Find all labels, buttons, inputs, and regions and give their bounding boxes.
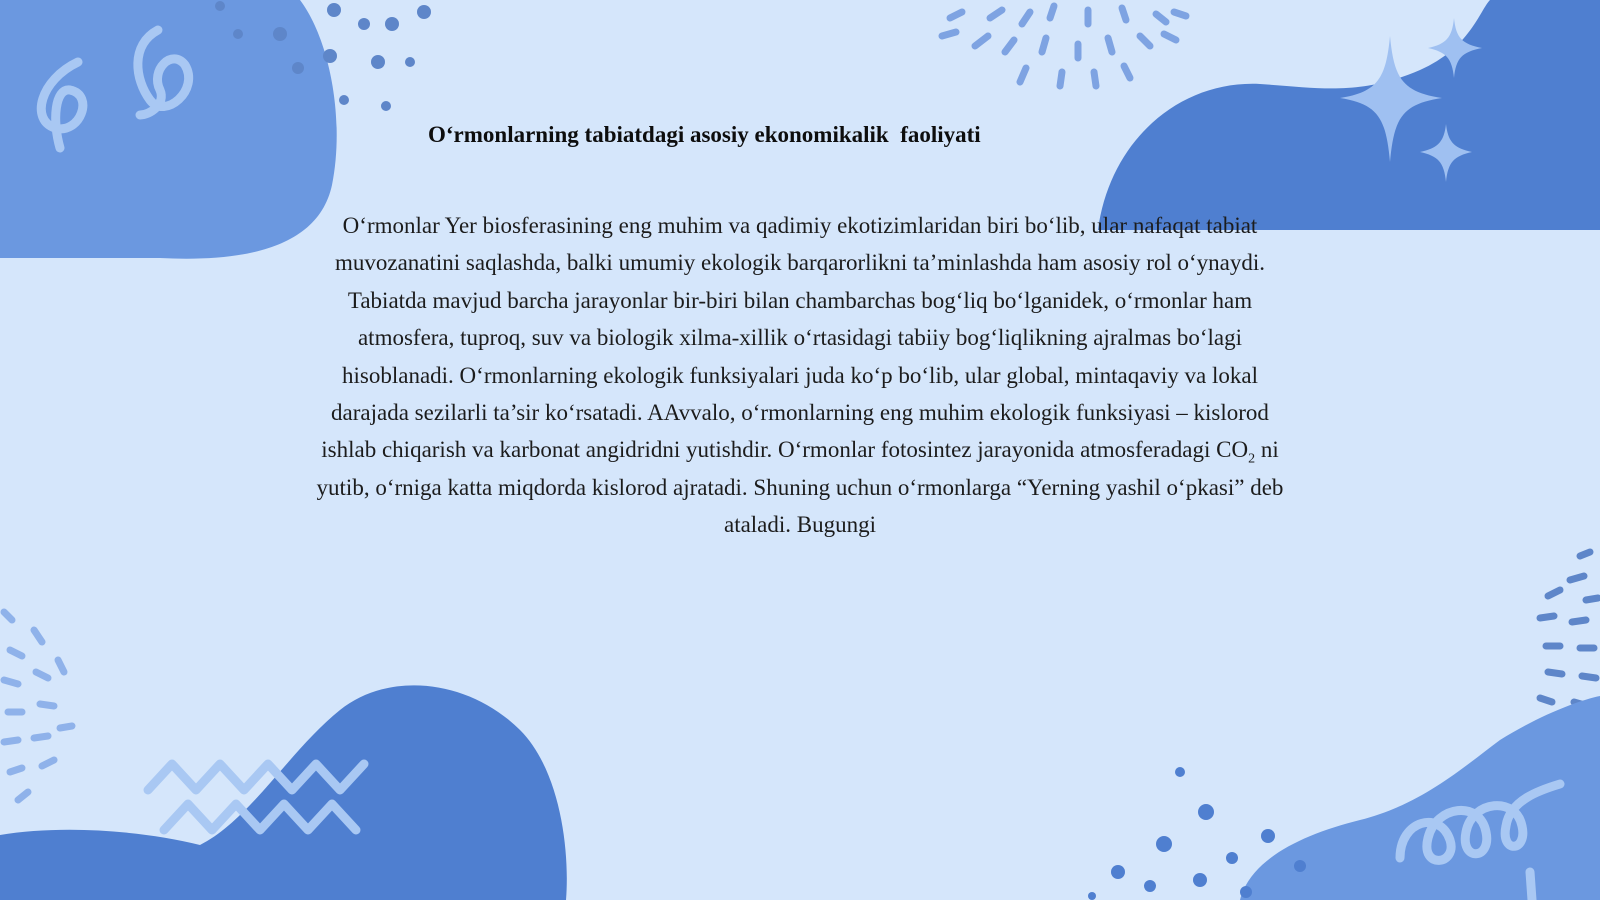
blob-shape	[1240, 696, 1600, 900]
slide-title: O‘rmonlarning tabiatdagi asosiy ekonomikalik faoliyati	[428, 122, 981, 147]
dash-burst-pattern	[942, 6, 1186, 86]
body-text-part-1: O‘rmonlar Yer biosferasining eng muhim va qadimiy ekotizimlaridan biri bo‘lib, ular nafaqat tabiat muvozanatini saqlashda, balki umumiy ekologik barqarorlikni ta’minlashda ham asosiy rol o‘ynaydi. Tabiatda mavjud barcha jarayonlar bir-biri bilan chambarchas bog‘liq bo‘lganidek, o‘rmonlar ham atmosfera, tuproq, suv va biologik xilma-xillik o‘rtasidagi tabiiy bog‘liqlikning ajralmas bo‘lagi hisoblanadi. O‘rmonlarning ekologik funksiyalari juda ko‘p bo‘lib, ular global, mintaqaviy va lokal darajada sezilarli ta’sir ko‘rsatadi. AAvvalo, o‘rmonlarning eng muhim ekologik funksiyasi – kislorod ishlab chiqarish va karbonat angidridni yutishdir. O‘rmonlar fotosintez jarayonida atmosferadagi CO	[321, 213, 1269, 463]
blob-shape	[0, 685, 567, 900]
slide-body-text	[316, 207, 1284, 544]
co2-subscript: 2	[1248, 452, 1256, 468]
body-text-part-2: ni yutib, o‘rniga katta miqdorda kislorod ajratadi. Shuning uchun o‘rmonlarga “Yerning yashil o‘pkasi” deb ataladi. Bugungi	[316, 437, 1284, 538]
dash-burst-pattern	[4, 612, 72, 800]
blob-shape	[1098, 0, 1600, 230]
